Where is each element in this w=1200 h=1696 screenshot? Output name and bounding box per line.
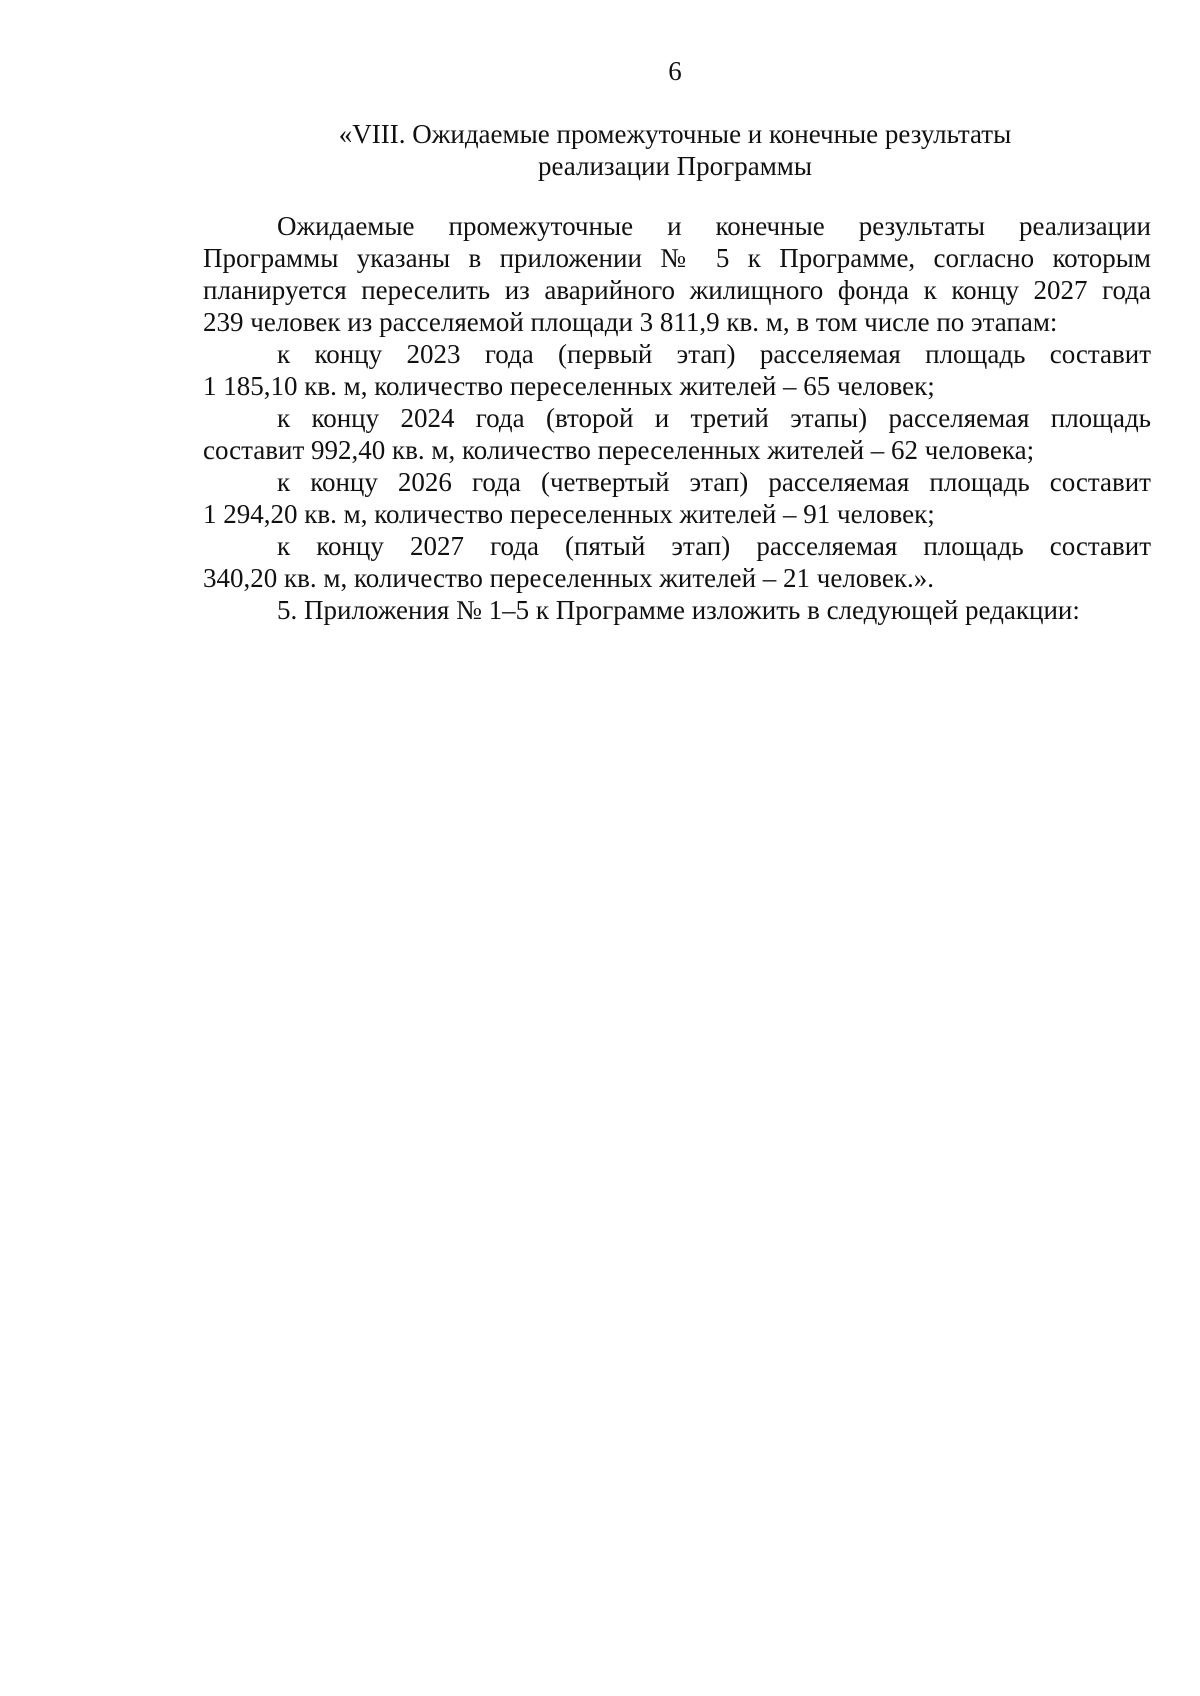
section-heading-line-2: реализации Программы <box>537 151 813 181</box>
paragraph-stage-2023 <box>203 338 1151 402</box>
text-line: 1 294,20 кв. м, количество переселенных жителей – 91 человек; <box>203 499 935 529</box>
text-line: составит 992,40 кв. м, количество переселенных жителей – 62 человека; <box>203 435 1035 465</box>
section-heading <box>200 118 1150 182</box>
paragraph-stage-2026 <box>203 466 1151 530</box>
paragraph-appendices <box>203 594 1151 626</box>
text-line: планируется переселить из аварийного жилищного фонда к концу 2027 года <box>203 275 1151 305</box>
text-line: к концу 2027 года (пятый этап) расселяемая площадь составит <box>277 531 1151 561</box>
text-line: Ожидаемые промежуточные и конечные результаты реализации <box>277 211 1151 241</box>
text-line: к концу 2024 года (второй и третий этапы) расселяемая площадь <box>277 403 1151 433</box>
paragraph-stage-2027 <box>203 530 1151 594</box>
text-line: 239 человек из расселяемой площади 3 811,9 кв. м, в том числе по этапам: <box>203 307 1058 337</box>
text-line: 1 185,10 кв. м, количество переселенных жителей – 65 человек; <box>203 371 935 401</box>
text-line: 340,20 кв. м, количество переселенных жителей – 21 человек.». <box>203 563 935 593</box>
paragraph-results-summary <box>203 210 1151 338</box>
document-body <box>203 210 1151 626</box>
page-number: 6 <box>668 56 682 86</box>
text-line: к концу 2023 года (первый этап) расселяемая площадь составит <box>277 339 1151 369</box>
paragraph-stage-2024 <box>203 402 1151 466</box>
text-line: Программы указаны в приложении № 5 к Программе, согласно которым <box>203 243 1151 273</box>
text-line: 5. Приложения № 1–5 к Программе изложить в следующей редакции: <box>277 595 1080 625</box>
text-line: к концу 2026 года (четвертый этап) расселяемая площадь составит <box>277 467 1151 497</box>
section-heading-line-1: «VIII. Ожидаемые промежуточные и конечные результаты <box>338 119 1012 149</box>
